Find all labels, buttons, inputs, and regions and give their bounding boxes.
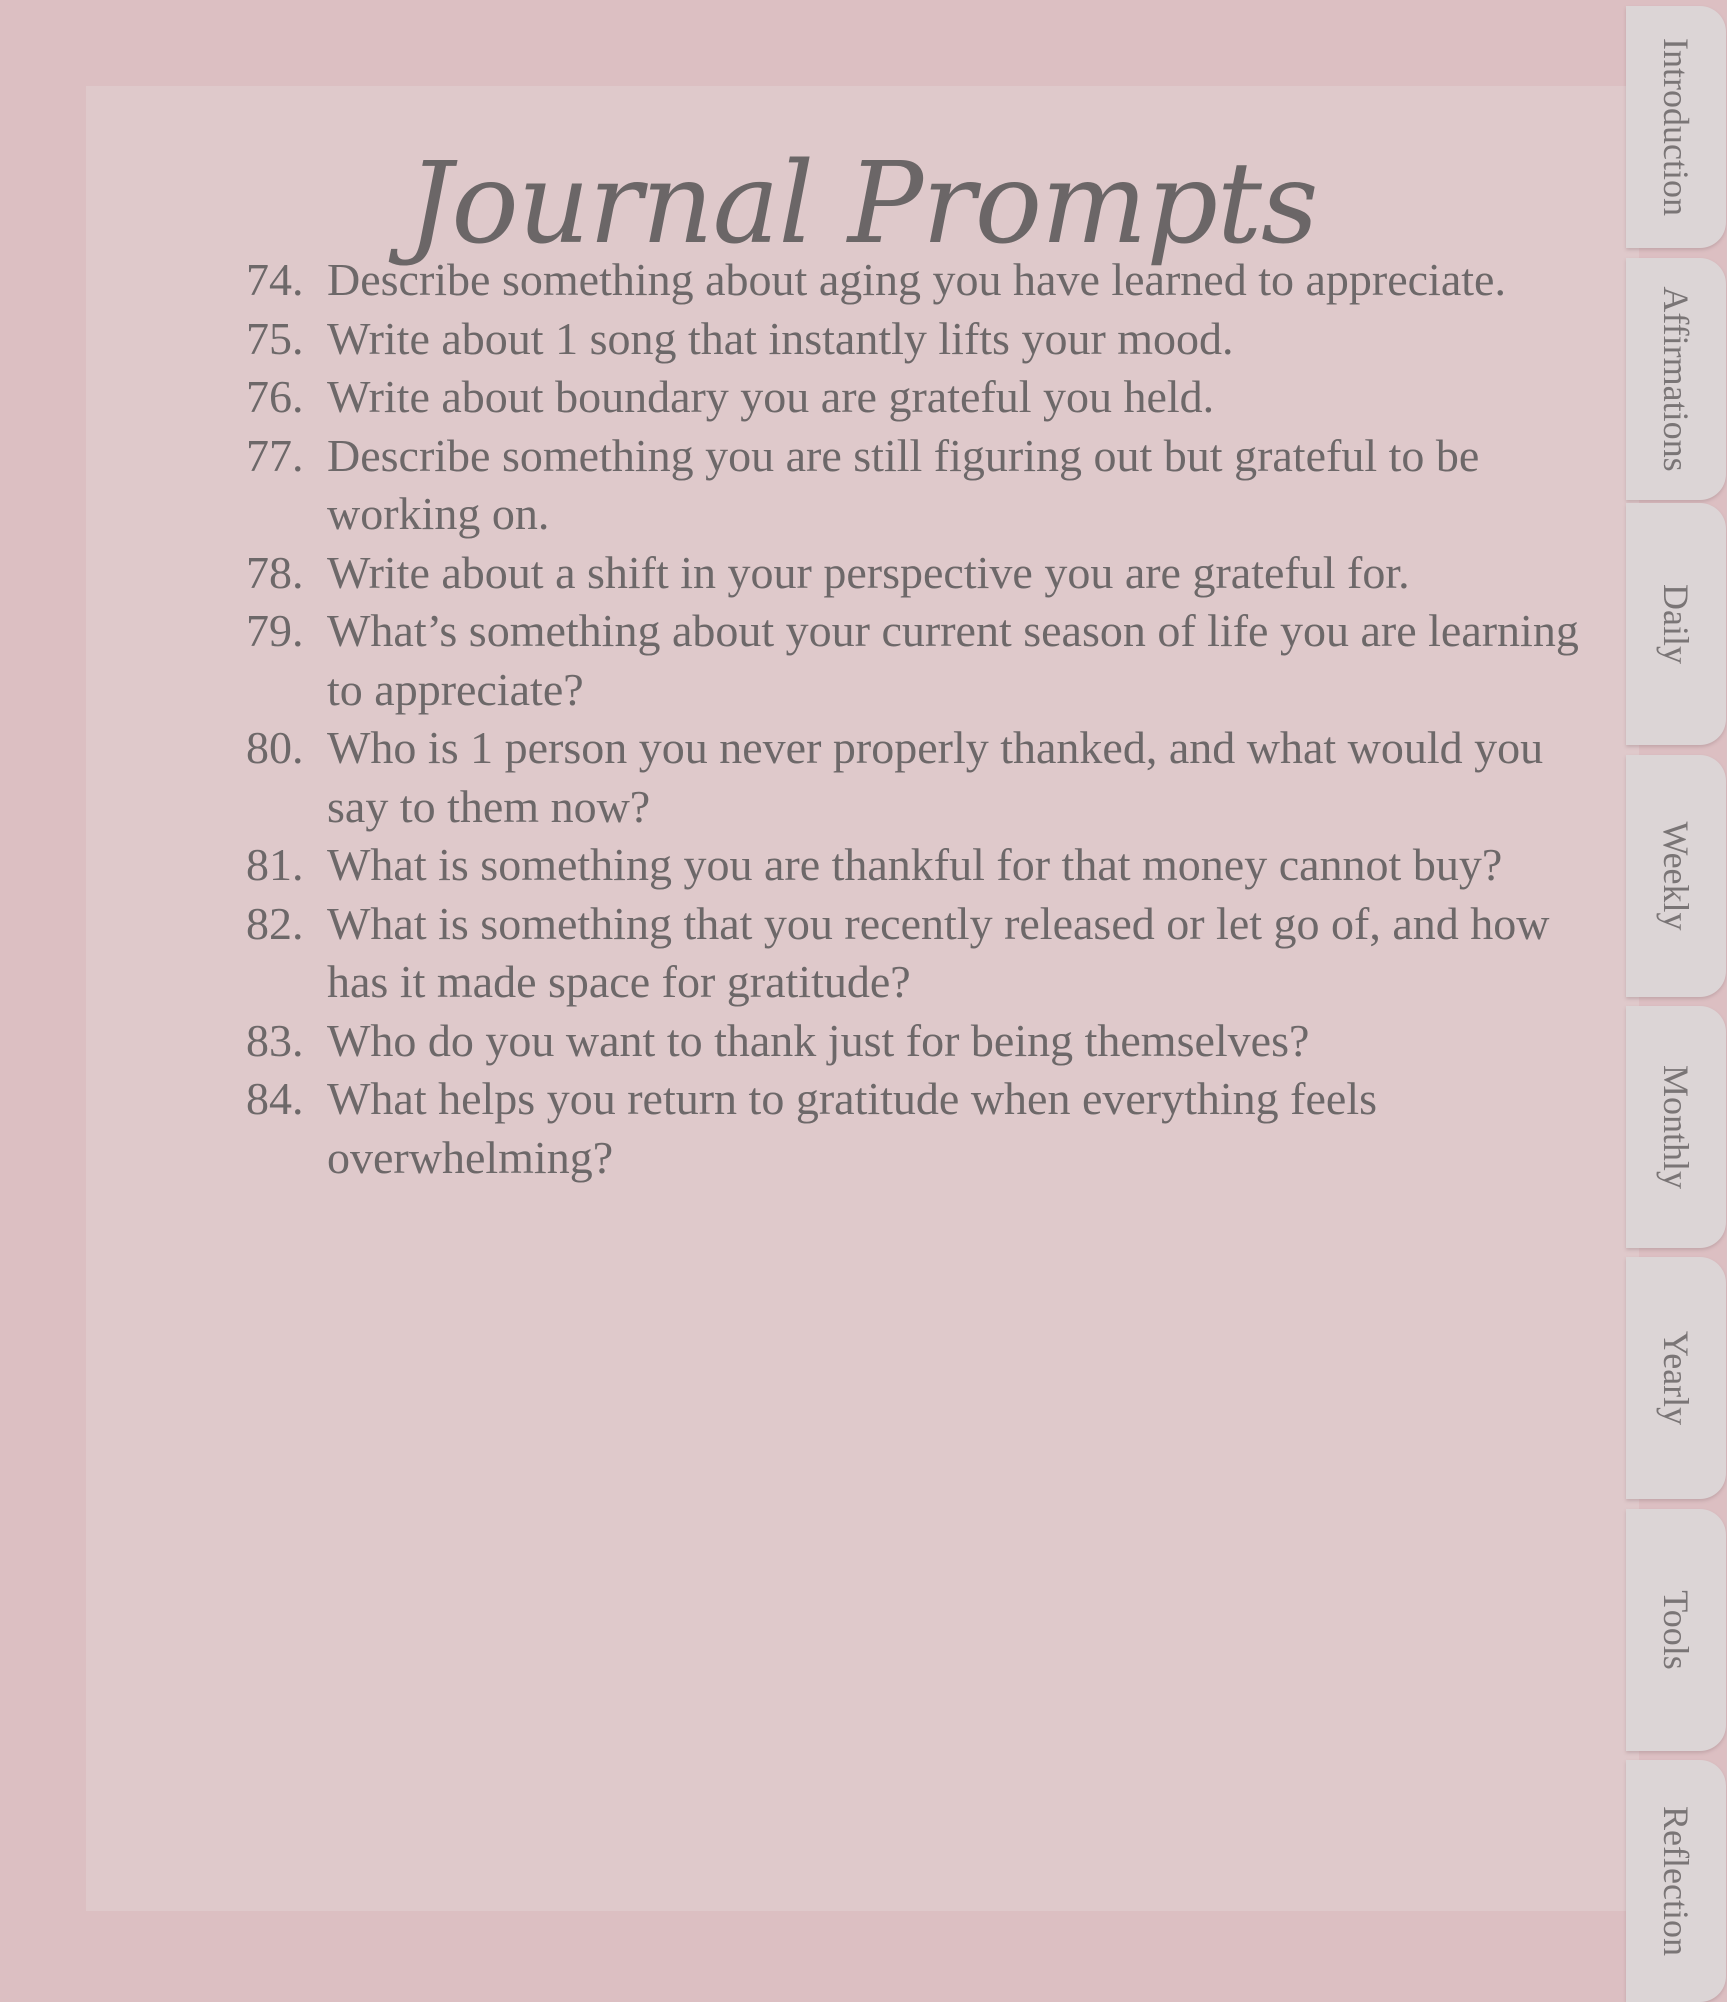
tab-label: Affirmations (1656, 286, 1696, 472)
prompt-text: Who is 1 person you never properly thanked, and what would you say to them now? (327, 722, 1544, 832)
prompt-number: 80. (246, 722, 304, 773)
tab-reflection[interactable] (1626, 1760, 1726, 2002)
prompt-number: 79. (246, 605, 304, 656)
prompt-item (246, 427, 1606, 544)
prompt-item (246, 368, 1606, 427)
tab-label: Introduction (1656, 38, 1696, 216)
journal-page (86, 86, 1639, 1911)
prompt-item (246, 836, 1606, 895)
prompt-number: 83. (246, 1014, 304, 1066)
tab-yearly[interactable] (1626, 1257, 1726, 1499)
prompt-number: 78. (246, 546, 304, 598)
prompt-text: Write about 1 song that instantly lifts your mood. (327, 312, 1234, 364)
prompt-item (246, 1070, 1606, 1187)
tab-label: Reflection (1656, 1806, 1696, 1956)
prompt-list (246, 251, 1606, 1187)
tab-introduction[interactable] (1626, 6, 1726, 248)
tab-daily[interactable] (1626, 503, 1726, 745)
prompt-number: 77. (246, 429, 304, 481)
section-tabs (1626, 0, 1727, 2000)
prompt-text: Describe something about aging you have learned to appreciate. (327, 254, 1506, 305)
tab-affirmations[interactable] (1626, 258, 1726, 500)
tab-label: Monthly (1656, 1064, 1696, 1190)
prompt-text: What is something you are thankful for that money cannot buy? (327, 839, 1503, 890)
prompt-item (246, 602, 1606, 719)
tab-tools[interactable] (1626, 1509, 1726, 1751)
prompt-text: Describe something you are still figuring out but grateful to be working on. (327, 429, 1480, 539)
prompt-text: What is something that you recently released or let go of, and how has it made space for gratitude? (327, 897, 1550, 1007)
prompt-item (246, 895, 1606, 1012)
prompt-item (246, 310, 1606, 369)
prompt-item (246, 544, 1606, 603)
prompt-text: Who do you want to thank just for being themselves? (327, 1014, 1310, 1066)
tab-monthly[interactable] (1626, 1006, 1726, 1248)
prompt-text: Write about a shift in your perspective you are grateful for. (327, 546, 1410, 598)
page-title: Journal Prompts (407, 139, 1318, 269)
prompt-number: 74. (246, 254, 304, 305)
prompt-number: 76. (246, 371, 304, 422)
tab-label: Yearly (1656, 1330, 1696, 1426)
tab-label: Weekly (1656, 821, 1696, 931)
prompt-text: Write about boundary you are grateful you held. (327, 371, 1215, 422)
tab-label: Daily (1656, 584, 1696, 664)
tab-weekly[interactable] (1626, 755, 1726, 997)
prompt-text: What’s something about your current season of life you are learning to appreciate? (327, 605, 1579, 715)
prompt-item (246, 719, 1606, 836)
prompt-number: 84. (246, 1073, 304, 1124)
tab-label: Tools (1656, 1590, 1696, 1670)
prompt-item (246, 251, 1606, 310)
prompt-number: 82. (246, 897, 304, 949)
prompt-number: 75. (246, 312, 304, 364)
prompt-text: What helps you return to gratitude when everything feels overwhelming? (327, 1073, 1378, 1183)
prompt-number: 81. (246, 839, 304, 890)
prompt-item (246, 1012, 1606, 1071)
